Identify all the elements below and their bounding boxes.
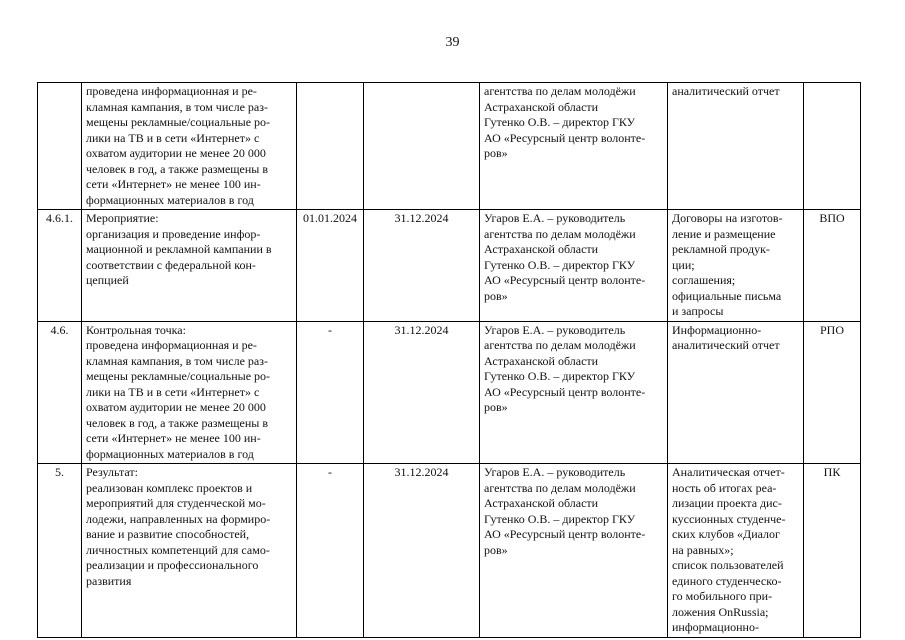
end-date: 31.12.2024 <box>364 210 480 322</box>
level-code <box>804 83 861 210</box>
event-description: Контрольная точка: проведена информационная и ре- кламная кампания, в том числе раз- мещены рекламные/социальные ро- лики на ТВ и в сети «Интернет» с охватом аудитории не менее 20 000 человек в год, а также размещены в сети «Интернет» не менее 100 ин- формационных материалов в год <box>82 321 297 464</box>
level-code: ПК <box>804 464 861 638</box>
responsible-person: Угаров Е.А. – руководитель агентства по делам молодёжи Астраханской области Гутенко О.В. – директор ГКУ АО «Ресурсный центр волонте- ров» <box>480 210 668 322</box>
plan-table <box>37 82 861 638</box>
event-description: проведена информационная и ре- кламная кампания, в том числе раз- мещены рекламные/социальные ро- лики на ТВ и в сети «Интернет» с охватом аудитории не менее 20 000 человек в год, а также размещены в сети «Интернет» не менее 100 ин- формационных материалов в год <box>82 83 297 210</box>
level-code: ВПО <box>804 210 861 322</box>
plan-table-container <box>37 82 860 634</box>
end-date: 31.12.2024 <box>364 464 480 638</box>
responsible-person: Угаров Е.А. – руководитель агентства по делам молодёжи Астраханской области Гутенко О.В. – директор ГКУ АО «Ресурсный центр волонте- ров» <box>480 321 668 464</box>
end-date: 31.12.2024 <box>364 321 480 464</box>
table-row <box>38 321 861 464</box>
table-row <box>38 83 861 210</box>
event-description: Мероприятие: организация и проведение инфор- мационной и рекламной кампании в соответствии с федеральной кон- цепцией <box>82 210 297 322</box>
responsible-person: агентства по делам молодёжи Астраханской области Гутенко О.В. – директор ГКУ АО «Ресурсный центр волонте- ров» <box>480 83 668 210</box>
row-number <box>38 83 82 210</box>
row-number: 4.6.1. <box>38 210 82 322</box>
document-type: Аналитическая отчет- ность об итогах реа- лизации проекта дис- куссионных студенче- ских клубов «Диалог на равных»; список пользователей единого студенческо- го мобильного при- ложения OnRussia; информационно- <box>668 464 804 638</box>
start-date: 01.01.2024 <box>297 210 364 322</box>
document-type: Информационно- аналитический отчет <box>668 321 804 464</box>
table-row <box>38 210 861 322</box>
responsible-person: Угаров Е.А. – руководитель агентства по делам молодёжи Астраханской области Гутенко О.В. – директор ГКУ АО «Ресурсный центр волонте- ров» <box>480 464 668 638</box>
level-code: РПО <box>804 321 861 464</box>
end-date <box>364 83 480 210</box>
start-date: - <box>297 321 364 464</box>
event-description: Результат: реализован комплекс проектов и мероприятий для студенческой мо- лодежи, направленных на формиро- вание и развитие способностей, личностных компетенций для само- реализации и профессионального развития <box>82 464 297 638</box>
start-date: - <box>297 464 364 638</box>
document-type: аналитический отчет <box>668 83 804 210</box>
document-type: Договоры на изготов- ление и размещение рекламной продук- ции; соглашения; официальные письма и запросы <box>668 210 804 322</box>
row-number: 4.6. <box>38 321 82 464</box>
row-number: 5. <box>38 464 82 638</box>
page-number: 39 <box>445 35 460 50</box>
table-row <box>38 464 861 638</box>
start-date <box>297 83 364 210</box>
